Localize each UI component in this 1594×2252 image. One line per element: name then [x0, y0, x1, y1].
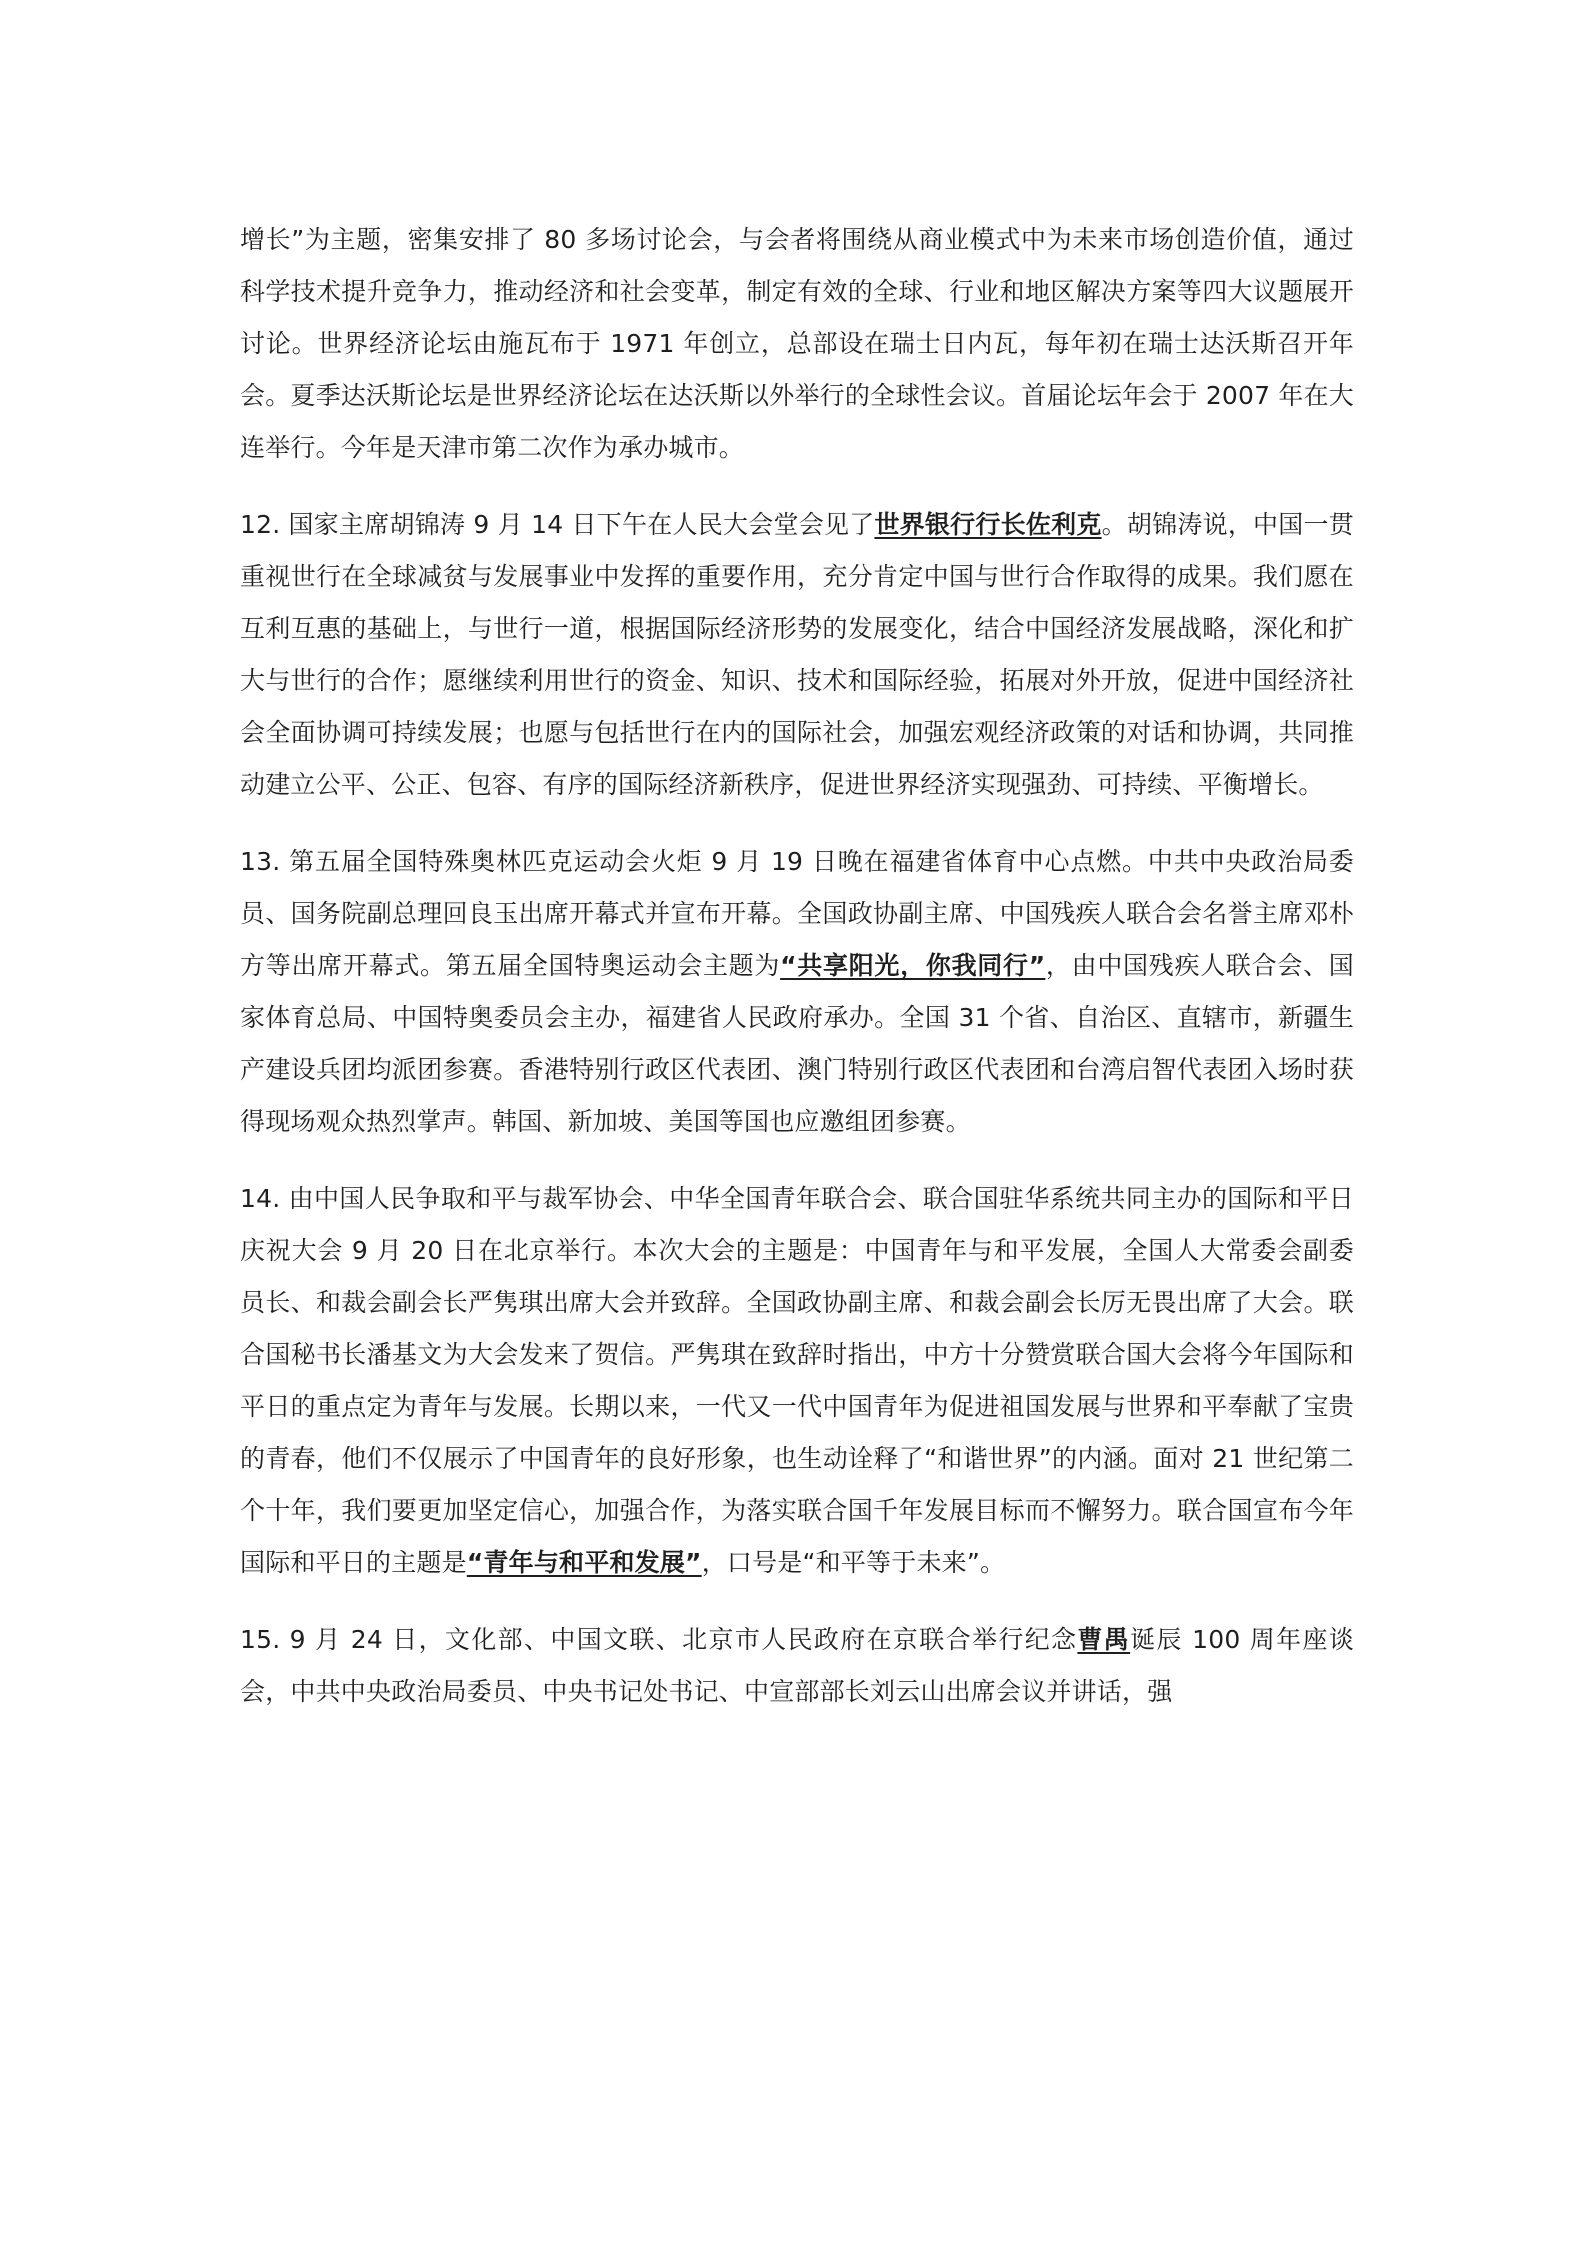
paragraph-text: 15. 9 月 24 日，文化部、中国文联、北京市人民政府在京联合举行纪念 [240, 1625, 1078, 1654]
paragraph-text: 14. 由中国人民争取和平与裁军协会、中华全国青年联合会、联合国驻华系统共同主办的国际和平日庆祝大会 9 月 20 日在北京举行。本次大会的主题是：中国青年与和平发展，全国人大常委会副委员长、和裁会副会长严隽琪出席大会并致辞。全国政协副主席、和裁会副会长厉无畏出席了大会。联合国秘书长潘基文为大会发来了贺信。严隽琪在致辞时指出，中方十分赞赏联合国大会将今年国际和平日的重点定为青年与发展。长期以来，一代又一代中国青年为促进祖国发展与世界和平奉献了宝贵的青春，他们不仅展示了中国青年的良好形象，也生动诠释了“和谐世界”的内涵。面对 21 世纪第二个十年，我们要更加坚定信心，加强合作，为落实联合国千年发展目标而不懈努力。联合国宣布今年国际和平日的主题是 [240, 1184, 1354, 1577]
paragraph-text: 增长”为主题，密集安排了 80 多场讨论会，与会者将围绕从商业模式中为未来市场创造价值，通过科学技术提升竞争力，推动经济和社会变革，制定有效的全球、行业和地区解决方案等四大议题展开讨论。世界经济论坛由施瓦布于 1971 年创立，总部设在瑞士日内瓦，每年初在瑞士达沃斯召开年会。夏季达沃斯论坛是世界经济论坛在达沃斯以外举行的全球性会议。首届论坛年会于 2007 年在大连举行。今年是天津市第二次作为承办城市。 [240, 225, 1354, 462]
paragraph-text: ，由中国残疾人联合会、国家体育总局、中国特奥委员会主办，福建省人民政府承办。全国 31 个省、自治区、直辖市，新疆生产建设兵团均派团参赛。香港特别行政区代表团、澳门特别行政区代表团和台湾启智代表团入场时获得现场观众热烈掌声。韩国、新加坡、美国等国也应邀组团参赛。 [240, 951, 1355, 1136]
paragraph-14 [240, 1173, 1354, 1589]
highlight-keyword: 世界银行行长佐利克 [874, 510, 1102, 539]
paragraph-15 [240, 1614, 1354, 1718]
highlight-keyword: “青年与和平和发展” [466, 1548, 702, 1577]
paragraph-text: 。胡锦涛说，中国一贯重视世行在全球减贫与发展事业中发挥的重要作用，充分肯定中国与世行合作取得的成果。我们愿在互利互惠的基础上，与世行一道，根据国际经济形势的发展变化，结合中国经济发展战略，深化和扩大与世行的合作；愿继续利用世行的资金、知识、技术和国际经验，拓展对外开放，促进中国经济社会全面协调可持续发展；也愿与包括世行在内的国际社会，加强宏观经济政策的对话和协调，共同推动建立公平、公正、包容、有序的国际经济新秩序，促进世界经济实现强劲、可持续、平衡增长。 [240, 510, 1354, 799]
document-page [240, 214, 1354, 1743]
highlight-keyword: 曹禺 [1077, 1625, 1131, 1654]
paragraph-12 [240, 499, 1354, 811]
paragraph-text: 诞辰 100 周年座谈会，中共中央政治局委员、中央书记处书记、中宣部部长刘云山出席会议并讲话，强 [240, 1625, 1355, 1706]
paragraph-11-continued [240, 214, 1354, 474]
paragraph-13 [240, 836, 1354, 1148]
highlight-keyword: “共享阳光，你我同行” [780, 951, 1046, 980]
paragraph-text: 12. 国家主席胡锦涛 9 月 14 日下午在人民大会堂会见了 [240, 510, 875, 539]
paragraph-text: ，口号是“和平等于未来”。 [701, 1548, 1006, 1577]
paragraph-text: 13. 第五届全国特殊奥林匹克运动会火炬 9 月 19 日晚在福建省体育中心点燃。中共中央政治局委员、国务院副总理回良玉出席开幕式并宣布开幕。全国政协副主席、中国残疾人联合会名誉主席邓朴方等出席开幕式。第五届全国特奥运动会主题为 [240, 847, 1354, 980]
